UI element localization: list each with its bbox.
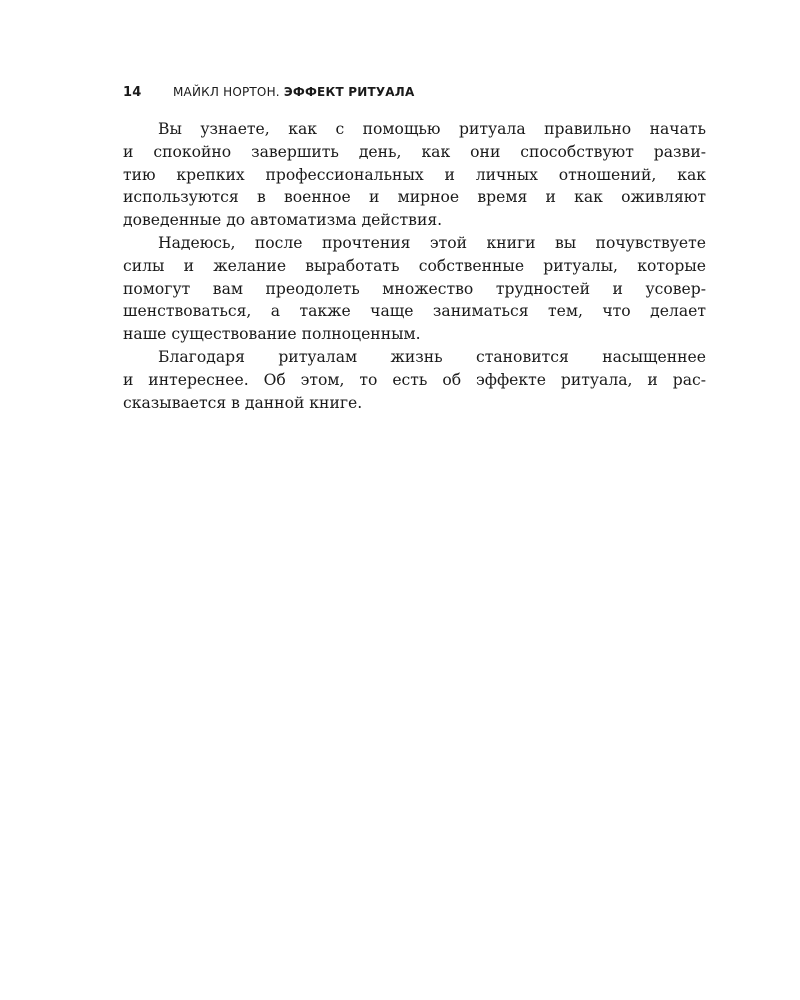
text-line: помогут вам преодолеть множество трудностей и усовер- xyxy=(123,279,706,298)
paragraph xyxy=(123,118,706,232)
paragraph xyxy=(123,346,706,414)
text-line: и интереснее. Об этом, то есть об эффекте ритуала, и рас- xyxy=(123,370,706,389)
text-line: и спокойно завершить день, как они способствуют разви- xyxy=(123,142,706,161)
paragraph xyxy=(123,232,706,346)
book-title: ЭФФЕКТ РИТУАЛА xyxy=(283,85,415,99)
text-line: тию крепких профессиональных и личных отношений, как xyxy=(123,165,706,184)
text-line: сказывается в данной книге. xyxy=(123,393,363,412)
text-line: шенствоваться, а также чаще заниматься тем, что делает xyxy=(123,302,706,321)
text-line: используются в военное и мирное время и как оживляют xyxy=(123,188,706,207)
body-text xyxy=(123,118,706,414)
running-head xyxy=(123,83,683,101)
page-number: 14 xyxy=(123,85,142,100)
text-line: доведенные до автоматизма действия. xyxy=(123,211,443,230)
text-line: наше существование полноценным. xyxy=(123,325,421,344)
book-author: МАЙКЛ НОРТОН. xyxy=(173,85,280,99)
text-line: силы и желание выработать собственные ритуалы, которые xyxy=(123,256,706,275)
text-line: Надеюсь, после прочтения этой книги вы почувствуете xyxy=(158,233,706,252)
text-line: Вы узнаете, как с помощью ритуала правильно начать xyxy=(158,120,706,138)
text-line: Благодаря ритуалам жизнь становится насыщеннее xyxy=(158,347,706,366)
